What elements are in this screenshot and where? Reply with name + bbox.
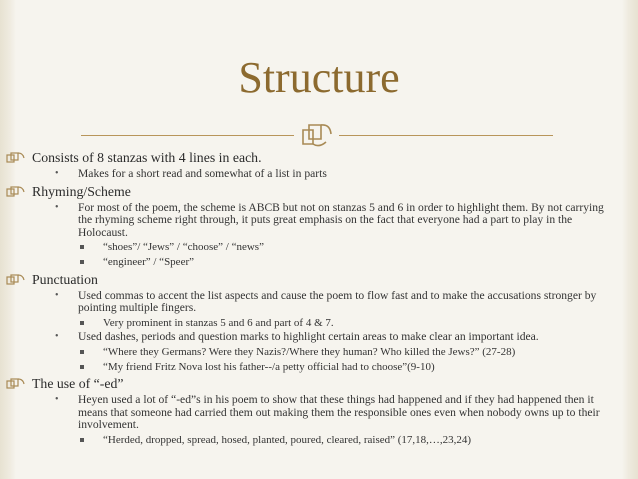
bullet-square-icon (80, 438, 84, 442)
bullet-square-icon (80, 365, 84, 369)
bullet-heading: Punctuation (0, 272, 638, 288)
bullet-dot-icon: • (55, 331, 59, 343)
bullet-dot-icon: • (55, 289, 59, 301)
sub-bullet: • Used commas to accent the list aspects and cause the poem to flow fast and to make the accusations stronger by pointing multiple fingers. (55, 288, 597, 315)
bullet-marker-icon (6, 274, 26, 286)
bullet-marker-icon (6, 186, 26, 198)
sub-sub-bullet: “engineer” / “Speer” (0, 256, 638, 269)
sub-bullet: • Used dashes, periods and question marks to highlight certain areas to make clear an important idea. (55, 330, 539, 344)
sub-bullet: • For most of the poem, the scheme is ABCB but not on stanzas 5 and 6 in order to highlight them. By not carrying the rhyming scheme right through, it puts great emphasis on the fact that everyone had a part to play in the Holocaust. (55, 200, 604, 239)
sub-sub-bullet: “shoes”/ “Jews” / “choose” / “news” (0, 241, 638, 254)
title-divider-right (339, 135, 553, 136)
bullet-marker-icon (6, 152, 26, 164)
bullet-heading: Consists of 8 stanzas with 4 lines in each. (0, 150, 638, 166)
bullet-dot-icon: • (55, 394, 59, 406)
sub-sub-bullet: “Herded, dropped, spread, hosed, planted, poured, cleared, raised” (17,18,…,23,24) (0, 434, 638, 447)
bullet-dot-icon: • (55, 168, 59, 179)
bullet-square-icon (80, 350, 84, 354)
bullet-square-icon (80, 321, 84, 325)
flourish-icon (300, 120, 334, 150)
bullet-heading: Rhyming/Scheme (0, 184, 638, 200)
bullet-marker-icon (6, 378, 26, 390)
title-divider-left (81, 135, 294, 136)
bullet-square-icon (80, 245, 84, 249)
slide-content (0, 150, 638, 447)
sub-sub-bullet: “My friend Fritz Nova lost his father--/a petty official had to choose”(9-10) (0, 361, 638, 374)
bullet-dot-icon: • (55, 201, 59, 213)
sub-sub-bullet: Very prominent in stanzas 5 and 6 and part of 4 & 7. (0, 317, 638, 330)
bullet-heading: The use of “-ed” (0, 376, 638, 392)
sub-bullet: • Makes for a short read and somewhat of a list in parts (55, 167, 327, 180)
sub-bullet: • Heyen used a lot of “-ed”s in his poem to show that these things had happened and if they had happened then it means that someone had carried them out making them the responsible ones even when nobody owns up to their involvement. (55, 393, 600, 432)
sub-sub-bullet: “Where they Germans? Were they Nazis?/Where they human? Who killed the Jews?” (27-28) (0, 346, 638, 359)
slide-title: Structure (238, 53, 400, 102)
bullet-square-icon (80, 260, 84, 264)
